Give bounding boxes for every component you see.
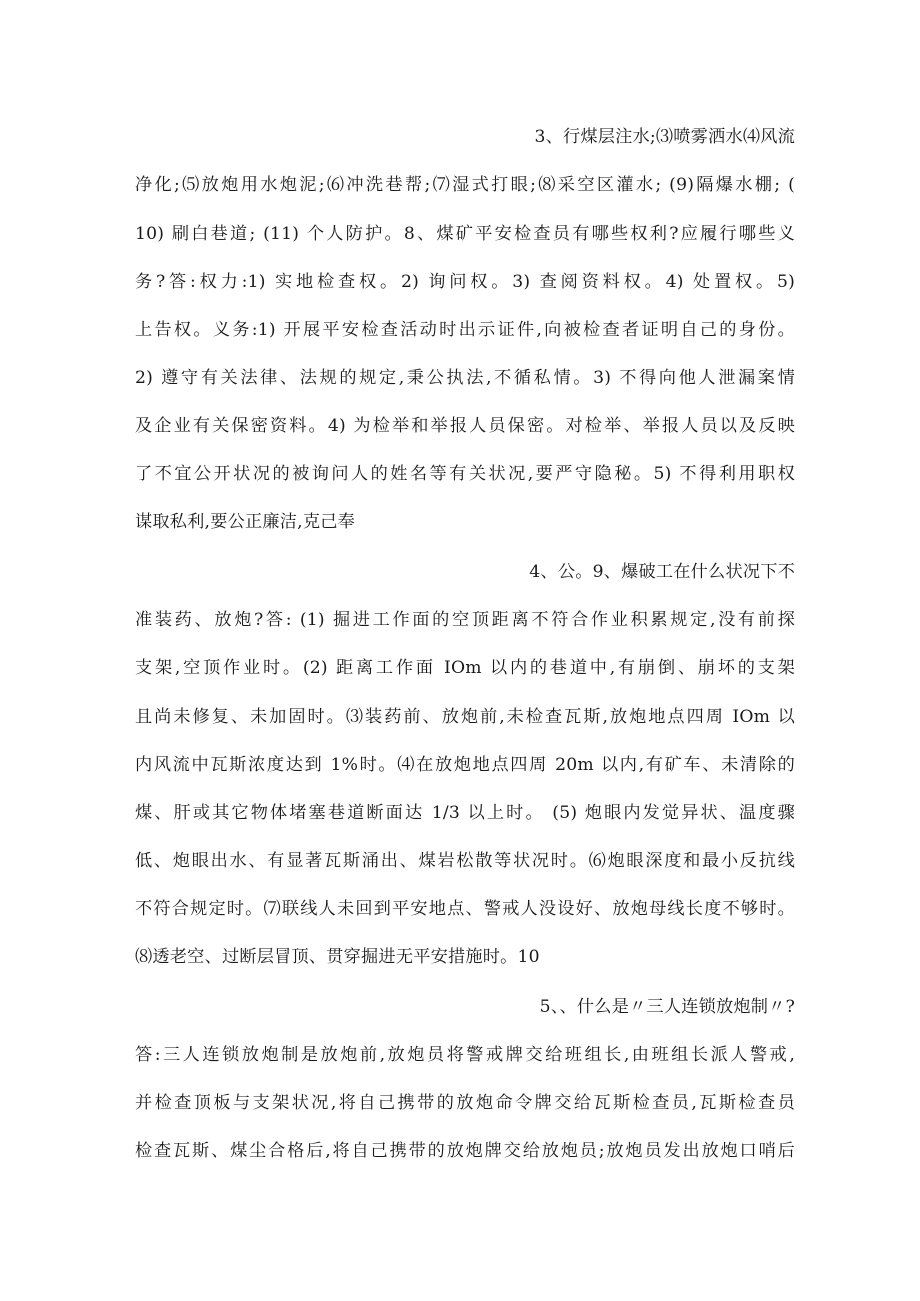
section-1-heading: 3、行煤层注水;⑶喷雾洒水⑷风流 [534, 127, 795, 147]
paragraph-line: 不符合规定时。⑺联线人未回到平安地点、警戒人没设好、放炮母线长度不够时。 [135, 899, 795, 919]
paragraph-line: 检查瓦斯、煤尘合格后,将自己携带的放炮牌交给放炮员;放炮员发出放炮口哨后 [135, 1141, 795, 1161]
paragraph-line: 准装药、放炮?答: (1) 掘进工作面的空顶距离不符合作业积累规定,没有前探 [135, 610, 795, 630]
paragraph-line: 支架,空顶作业时。(2) 距离工作面 IOm 以内的巷道中,有崩倒、崩坏的支架 [135, 658, 795, 678]
paragraph-line: 了不宜公开状况的被询问人的姓名等有关状况,要严守隐秘。5) 不得利用职权 [135, 464, 795, 484]
paragraph-line: 且尚未修复、未加固时。⑶装药前、放炮前,未检查瓦斯,放炮地点四周 IOm 以 [135, 707, 795, 727]
paragraph-line: 净化;⑸放炮用水炮泥;⑹冲洗巷帮;⑺湿式打眼;⑻采空区灌水; (9)隔爆水棚; ( [135, 175, 795, 195]
paragraph-line: 上告权。义务:1) 开展平安检查活动时出示证件,向被检查者证明自己的身份。 [135, 320, 795, 340]
paragraph-line-last: 谋取私利,要公正廉洁,克己奉 [135, 512, 355, 532]
paragraph-line: 并检查顶板与支架状况,将自己携带的放炮命令牌交给瓦斯检查员,瓦斯检查员 [135, 1093, 795, 1113]
paragraph-line: 低、炮眼出水、有显著瓦斯涌出、煤岩松散等状况时。⑹炮眼深度和最小反抗线 [135, 851, 795, 871]
paragraph-line-last: ⑻透老空、过断层冒顶、贯穿掘进无平安措施时。10 [135, 947, 540, 967]
section-3-heading: 5、、什么是〃三人连锁放炮制〃? [539, 997, 795, 1017]
paragraph-line: 2) 遵守有关法律、法规的规定,秉公执法,不循私情。3) 不得向他人泄漏案情 [135, 368, 795, 388]
paragraph-line: 答:三人连锁放炮制是放炮前,放炮员将警戒牌交给班组长,由班组长派人警戒, [135, 1045, 795, 1065]
paragraph-line: 煤、肝或其它物体堵塞巷道断面达 1/3 以上时。 (5) 炮眼内发觉异状、温度骤 [135, 803, 795, 823]
paragraph-line: 内风流中瓦斯浓度达到 1%时。⑷在放炮地点四周 20m 以内,有矿车、未清除的 [135, 755, 795, 775]
paragraph-line: 10) 刷白巷道; (11) 个人防护。8、煤矿平安检查员有哪些权利?应履行哪些义 [135, 224, 795, 244]
section-2-heading: 4、公。9、爆破工在什么状况下不 [529, 562, 795, 582]
paragraph-line: 务?答:权力:1) 实地检查权。2) 询问权。3) 查阅资料权。4) 处置权。5) [135, 272, 795, 292]
paragraph-line: 及企业有关保密资料。4) 为检举和举报人员保密。对检举、举报人员以及反映 [135, 416, 795, 436]
